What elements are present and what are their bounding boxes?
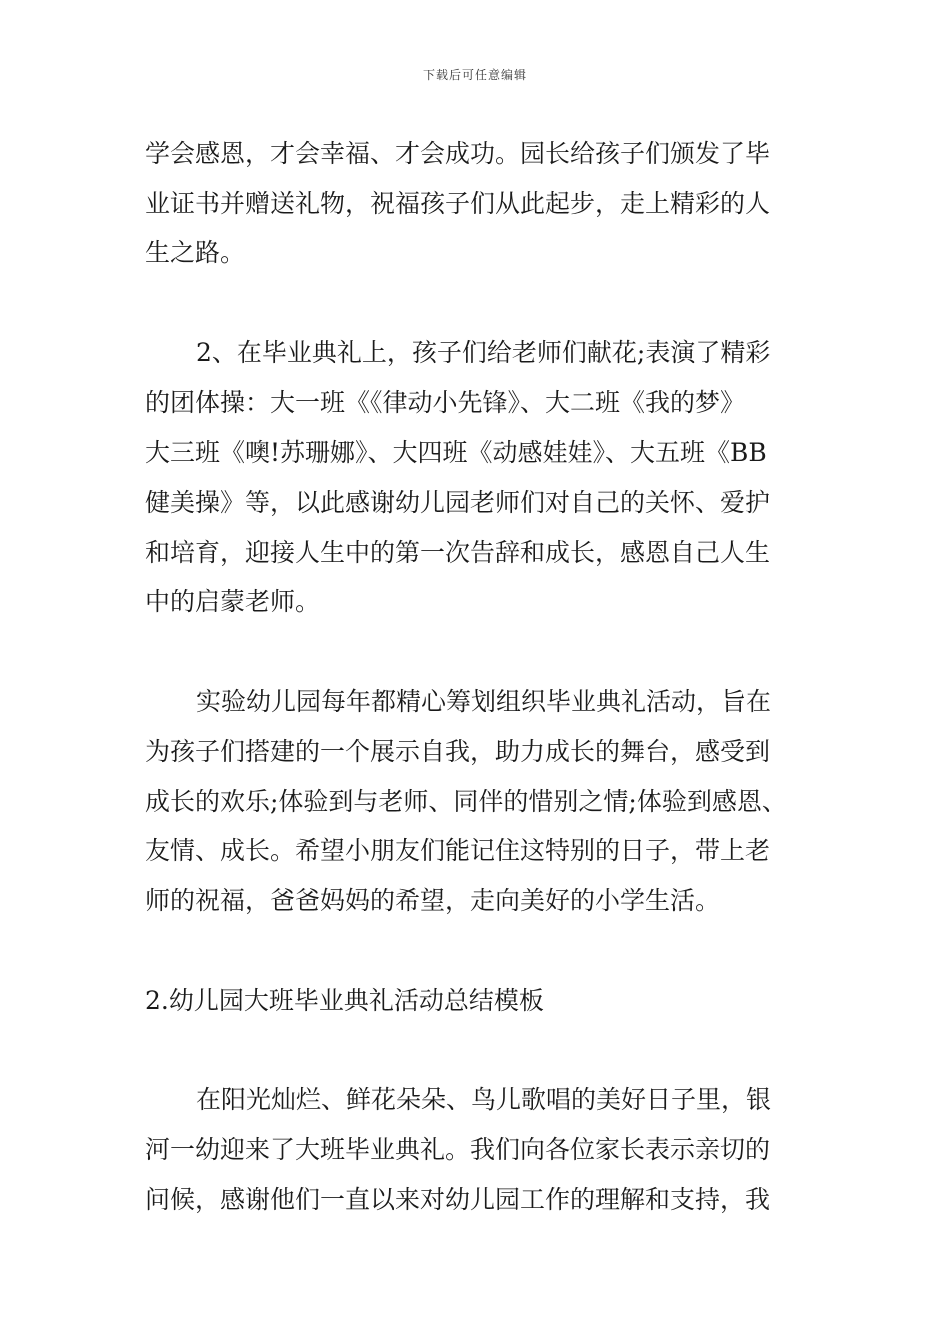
text-line: 在阳光灿烂、鲜花朵朵、鸟儿歌唱的美好日子里，银 [196, 1085, 772, 1114]
text-line: 河一幼迎来了大班毕业典礼。我们向各位家长表示亲切的 [145, 1135, 771, 1164]
text-line: 的团体操：大一班《《律动小先锋》、大二班《我的梦》 [145, 388, 746, 417]
text-line: 成长的欢乐;体验到与老师、同伴的惜别之情;体验到感恩、 [145, 787, 787, 816]
text-line: 2、在毕业典礼上，孩子们给老师们献花;表演了精彩 [196, 338, 771, 367]
text-line: 大三班《噢!苏珊娜》、大四班《动感娃娃》、大五班《BB [145, 438, 767, 467]
text-line: 友情、成长。希望小朋友们能记住这特别的日子，带上老 [145, 836, 771, 865]
section-heading: 2.幼儿园大班毕业典礼活动总结模板 [145, 986, 544, 1015]
text-line: 健美操》等，以此感谢幼儿园老师们对自己的关怀、爱护 [145, 488, 771, 517]
text-line: 为孩子们搭建的一个展示自我，助力成长的舞台，感受到 [145, 737, 771, 766]
text-line: 生之路。 [145, 238, 246, 267]
text-line: 中的启蒙老师。 [145, 587, 321, 616]
page-header: 下载后可任意编辑 [422, 68, 527, 82]
text-line: 学会感恩，才会幸福、才会成功。园长给孩子们颁发了毕 [145, 139, 771, 168]
text-line: 和培育，迎接人生中的第一次告辞和成长，感恩自己人生 [145, 538, 771, 567]
text-line: 实验幼儿园每年都精心筹划组织毕业典礼活动，旨在 [196, 687, 772, 716]
text-line: 问候，感谢他们一直以来对幼儿园工作的理解和支持，我 [145, 1185, 771, 1214]
text-line: 师的祝福，爸爸妈妈的希望，走向美好的小学生活。 [145, 886, 721, 915]
text-line: 业证书并赠送礼物，祝福孩子们从此起步，走上精彩的人 [145, 189, 771, 218]
